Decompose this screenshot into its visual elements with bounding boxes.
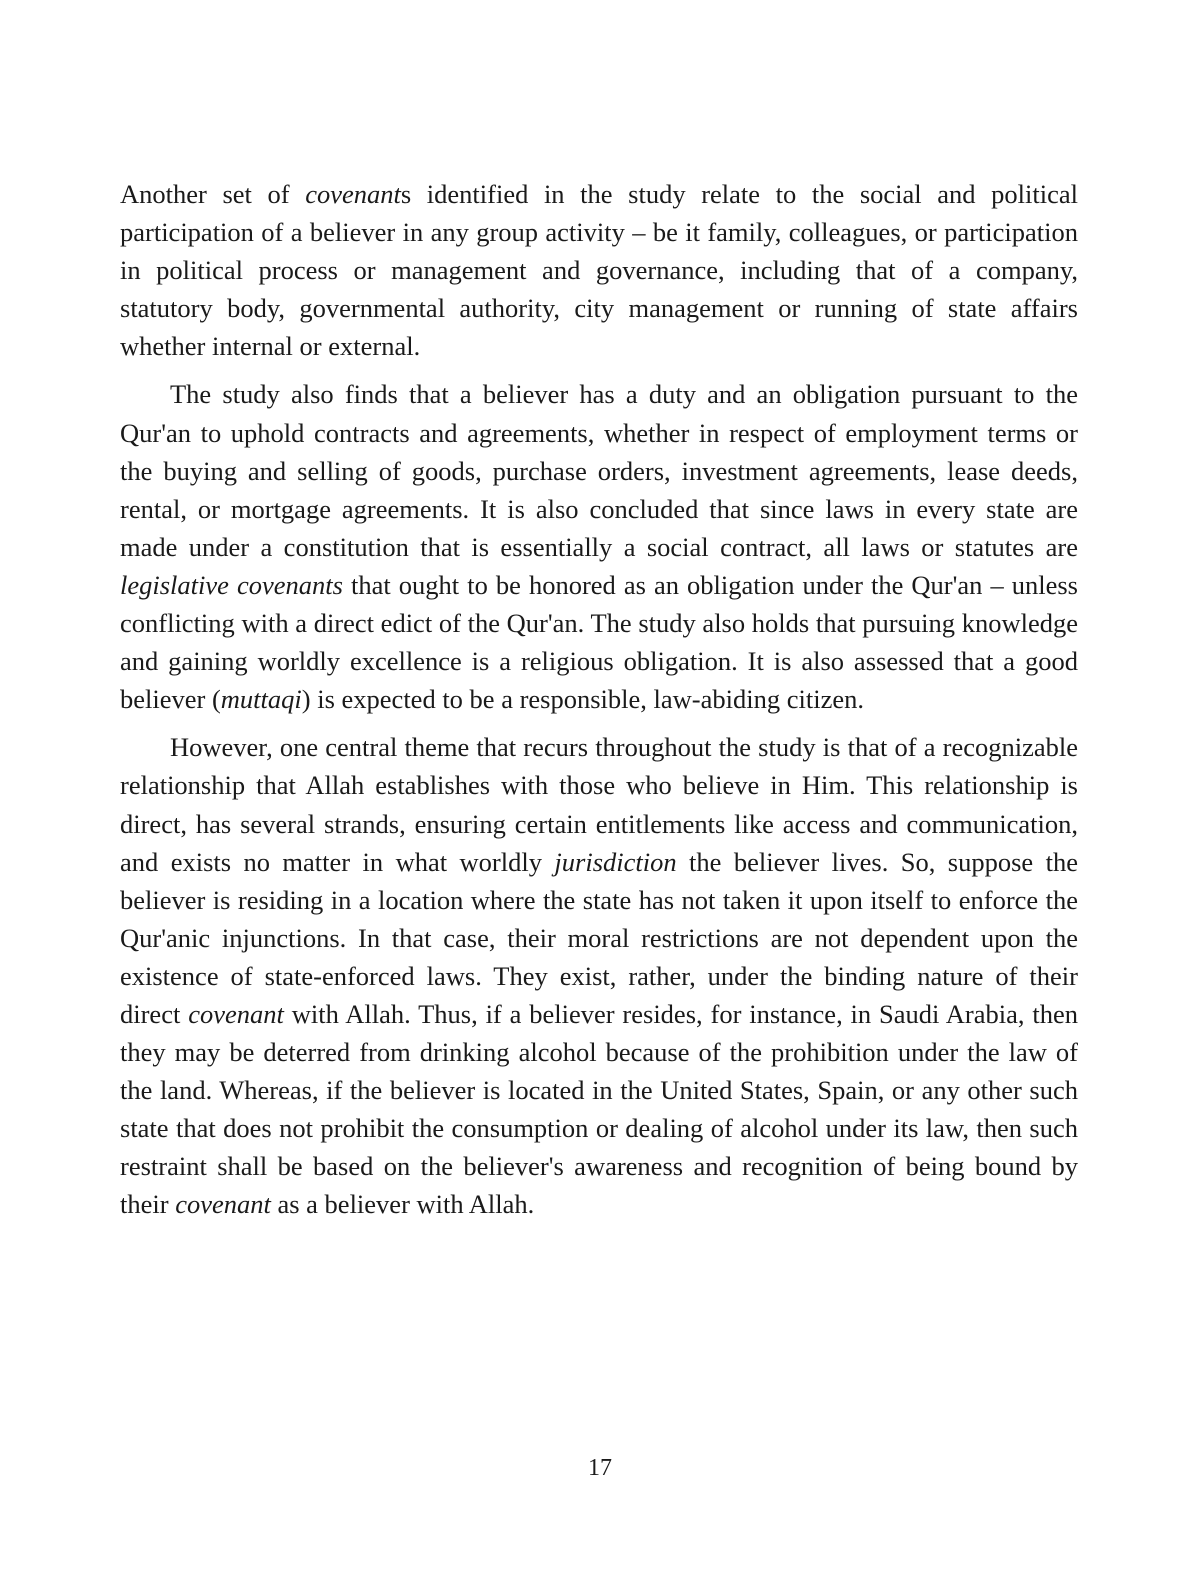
- text-segment: the believer lives. So, suppose the believer is residing in a location where the state has not taken it upon itself to enforce the Qur'anic injunctions. In that case, their moral restrictions are not dependent upon the existence of state-enforced laws. They exist, rather, under the binding nature of their direct: [120, 846, 1078, 1029]
- italic-term: legislative covenants: [120, 569, 343, 600]
- italic-term: covenant: [305, 179, 401, 209]
- text-segment: s identified in the study relate to the social and political participation of a believer in any group activity – be it family, colleagues, or participation in political process or management and governance, including that of a company, statutory body, governmental authority, city management or running of state affairs whether internal or external.: [120, 179, 1078, 362]
- paragraph-3: [120, 728, 1078, 1223]
- paragraph-1: [120, 175, 1078, 365]
- text-segment: ) is expected to be a responsible, law-abiding citizen.: [301, 684, 864, 715]
- text-segment: with Allah. Thus, if a believer resides, for instance, in Saudi Arabia, then they may be deterred from drinking alcohol because of the prohibition under the law of the land. Whereas, if the believer is located in the United States, Spain, or any other such state that does not prohibit the consumption or dealing of alcohol under its law, then such restraint shall be based on the believer's awareness and recognition of being bound by their: [120, 998, 1078, 1220]
- page-number: 17: [588, 1455, 612, 1481]
- italic-term: covenant: [175, 1189, 271, 1220]
- paragraph-2: [120, 375, 1078, 718]
- text-segment: Another set of: [120, 179, 306, 209]
- text-segment: that ought to be honored as an obligation under the Qur'an – unless conflicting with a direct edict of the Qur'an. The study also holds that pursuing knowledge and gaining worldly excellence is a religious obligation. It is also assessed that a good believer (: [120, 569, 1078, 715]
- text-segment: However, one central theme that recurs throughout the study is that of a recognizable relationship that Allah establishes with those who believe in Him. This relationship is direct, has several strands, ensuring certain entitlements like access and communication, and exists no matter in what worldly: [120, 732, 1078, 877]
- italic-term: jurisdiction: [554, 846, 677, 877]
- italic-term: muttaqi: [220, 684, 302, 715]
- text-segment: The study also finds that a believer has a duty and an obligation pursuant to the Qur'an to uphold contracts and agreements, whether in respect of employment terms or the buying and selling of goods, purchase orders, investment agreements, lease deeds, rental, or mortgage agreements. It is also concluded that since laws in every state are made under a constitution that is essentially a social contract, all laws or statutes are: [120, 379, 1078, 562]
- body-text: [120, 175, 1078, 1234]
- italic-term: covenant: [188, 998, 284, 1029]
- text-segment: as a believer with Allah.: [270, 1189, 535, 1220]
